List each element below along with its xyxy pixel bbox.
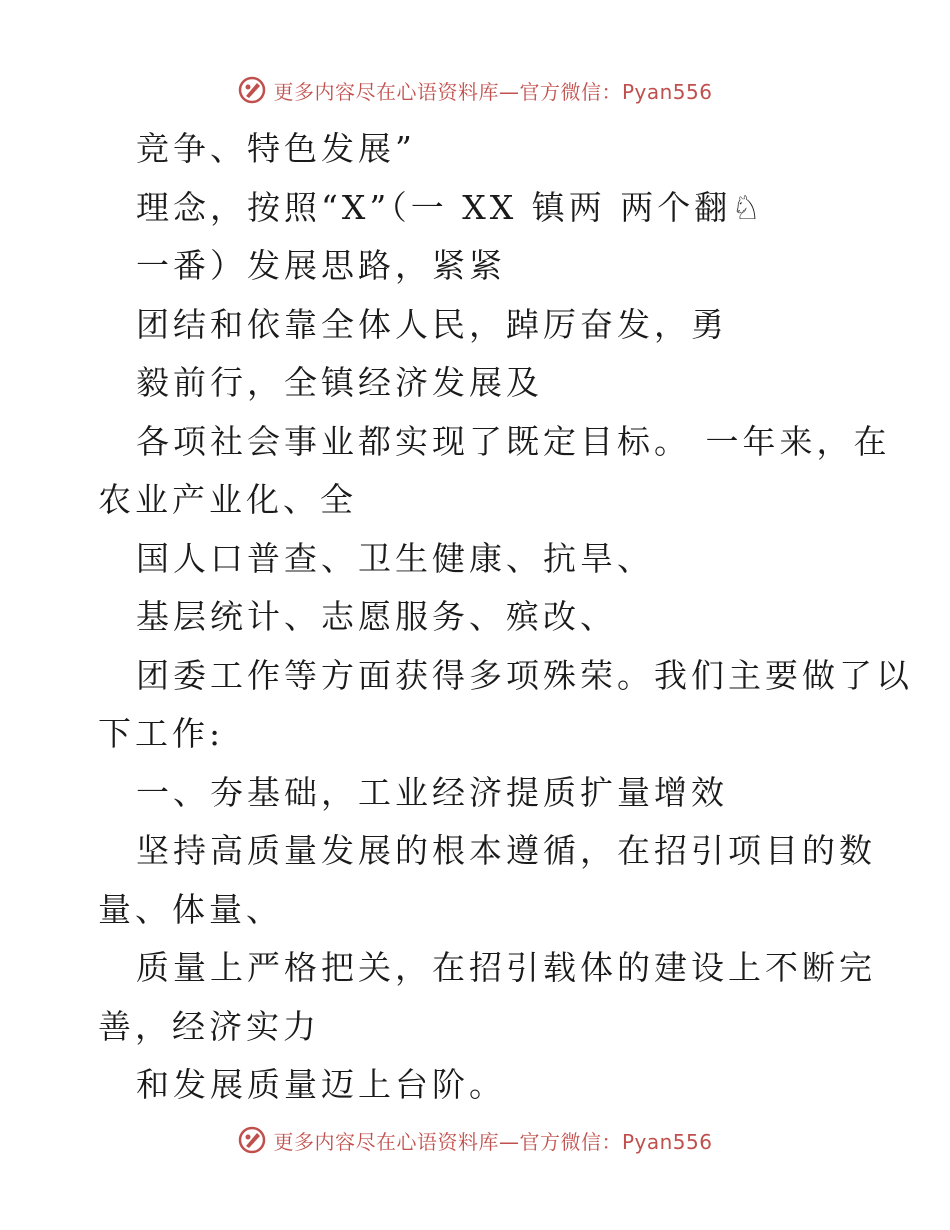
watermark-logo-icon [237,1125,267,1155]
text-line: 竞争、特色发展” [136,129,416,168]
text-line: 善，经济实力 [98,1006,320,1046]
text-line: 毅前行，全镇经济发展及 [136,363,543,402]
header-watermark [0,72,950,108]
text-line: 团委工作等方面获得多项殊荣。我们主要做了以 [136,655,913,695]
text-line: 质量上严格把关，在招引载体的建设上不断完 [136,948,876,987]
text-line: 一、夯基础，工业经济提质扩量增效 [136,772,728,812]
text-line: 农业产业化、全 [98,480,357,519]
text-line: 理念，按照“X”（一 XX 镇两 两个翻♘ [136,187,765,227]
footer-watermark [0,1122,950,1158]
text-line: 各项社会事业都实现了既定目标。 一年来，在 [136,421,891,461]
text-line: 国人口普查、卫生健康、抗旱、 [136,538,654,578]
text-line: 下工作: [98,714,225,753]
document-body [98,120,913,1115]
text-line: 和发展质量迈上台阶。 [136,1065,506,1104]
watermark-text: 更多内容尽在心语资料库—官方微信：Pyan556 [273,1129,713,1154]
text-line: 一番）发展思路，紧紧 [136,246,506,285]
text-line: 基层统计、志愿服务、殡改、 [136,597,617,636]
watermark-logo-icon [237,75,267,105]
watermark-text: 更多内容尽在心语资料库—官方微信：Pyan556 [273,79,713,104]
text-line: 量、体量、 [98,889,283,929]
text-line: 团结和依靠全体人民，踔厉奋发，勇 [136,304,728,344]
text-line: 坚持高质量发展的根本遵循，在招引项目的数 [136,831,876,870]
